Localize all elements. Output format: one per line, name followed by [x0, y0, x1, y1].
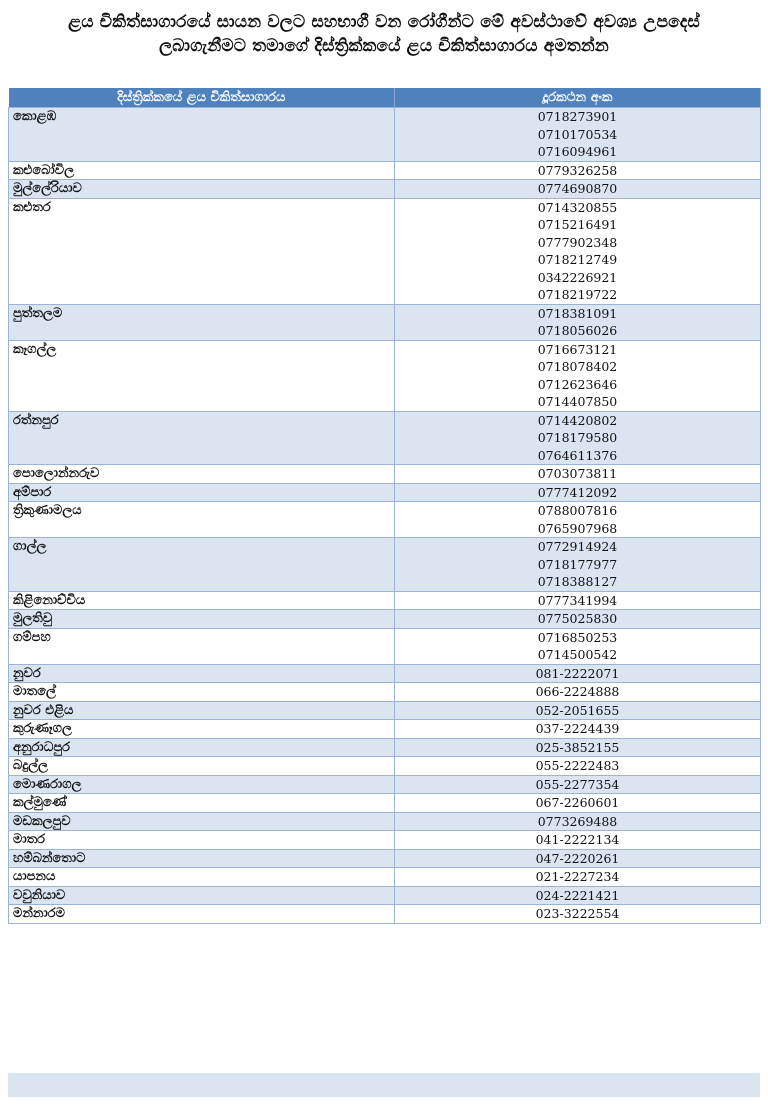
phone-number: 0718273901 — [537, 109, 618, 124]
phone-number: 055-2222483 — [535, 758, 620, 773]
district-cell — [9, 905, 395, 924]
district-cell — [9, 411, 395, 465]
district-name: හම්බන්තොට — [13, 850, 86, 866]
table-row — [9, 465, 761, 484]
district-cell — [9, 886, 395, 905]
phone-cell — [395, 502, 761, 538]
title-line-1: ළය චිකිත්සාගාරයේ සායන වලට සහභාගී වන රෝගීන්ට මේ අවස්ථාවේ අවශ්‍ය උපදෙස් — [68, 12, 700, 32]
phone-number: 0718179580 — [537, 430, 618, 445]
phone-number: 0764611376 — [537, 447, 618, 463]
district-name: පුත්තලම — [13, 305, 63, 321]
phone-number: 0703073811 — [537, 466, 618, 481]
phone-number: 0773269488 — [537, 813, 618, 829]
phone-number: 025-3852155 — [535, 739, 620, 755]
phone-cell — [395, 538, 761, 592]
district-cell — [9, 812, 395, 831]
district-name: මන්නාරම — [13, 906, 65, 921]
district-cell — [9, 108, 395, 162]
table-row — [9, 502, 761, 538]
district-name: මඩකලපුව — [13, 813, 71, 829]
phone-cell — [395, 812, 761, 831]
phone-number: 0718078402 — [537, 359, 618, 374]
district-cell — [9, 465, 395, 484]
phone-number: 0777412092 — [537, 484, 618, 500]
table-row — [9, 905, 761, 924]
phone-cell — [395, 831, 761, 850]
phone-number: 023-3222554 — [535, 906, 620, 921]
phone-number: 0772914924 — [537, 539, 618, 554]
phone-cell — [395, 775, 761, 794]
table-row — [9, 683, 761, 702]
phone-cell — [395, 738, 761, 757]
table-row — [9, 591, 761, 610]
phone-cell — [395, 849, 761, 868]
phone-cell — [395, 886, 761, 905]
phone-number: 0777902348 — [537, 234, 618, 250]
district-cell — [9, 502, 395, 538]
phone-cell — [395, 591, 761, 610]
district-cell — [9, 738, 395, 757]
district-cell — [9, 831, 395, 850]
table-row — [9, 831, 761, 850]
district-name: නුවර එළිය — [13, 702, 74, 718]
phone-number: 067-2260601 — [535, 795, 620, 810]
district-name: කිළිනොච්චිය — [13, 592, 86, 608]
district-cell — [9, 868, 395, 887]
table-body — [9, 108, 761, 924]
phone-cell — [395, 664, 761, 683]
district-cell — [9, 849, 395, 868]
district-name: කළුතර — [13, 199, 51, 215]
district-cell — [9, 720, 395, 739]
phone-number: 0779326258 — [537, 162, 618, 178]
district-cell — [9, 683, 395, 702]
district-name: කෑගල්ල — [13, 341, 57, 357]
phone-number: 0716850253 — [537, 629, 618, 645]
district-name: රත්නපුර — [13, 412, 59, 428]
district-cell — [9, 794, 395, 813]
phone-number: 0715216491 — [537, 217, 618, 232]
district-cell — [9, 610, 395, 629]
district-name: පොලොන්නරුව — [13, 466, 100, 481]
phone-cell — [395, 483, 761, 502]
table-row — [9, 610, 761, 629]
phone-number: 0710170534 — [537, 126, 618, 142]
table-row — [9, 757, 761, 776]
district-cell — [9, 161, 395, 180]
phone-number: 0765907968 — [537, 520, 618, 536]
phone-number: 0718177977 — [537, 556, 618, 572]
phone-number: 0774690870 — [537, 181, 618, 196]
table-row — [9, 483, 761, 502]
phone-number: 0775025830 — [537, 611, 618, 626]
district-cell — [9, 340, 395, 411]
phone-cell — [395, 720, 761, 739]
phone-number: 0714320855 — [537, 199, 618, 215]
district-name: කුරුණෑගල — [13, 721, 72, 736]
phone-cell — [395, 108, 761, 162]
header-phone-numbers: දූරකථන අංක — [395, 88, 761, 108]
district-cell — [9, 198, 395, 304]
district-cell — [9, 304, 395, 340]
phone-number: 0718212749 — [537, 252, 618, 267]
title-line-2: ලබාගැනීමට තමාගේ දිස්ත්‍රික්කයේ ළය චිකිත්සාගාරය අමතන්න — [159, 36, 609, 56]
phone-number: 0714420802 — [537, 412, 618, 428]
phone-cell — [395, 304, 761, 340]
table-row — [9, 738, 761, 757]
district-cell — [9, 628, 395, 664]
phone-cell — [395, 757, 761, 776]
district-name: මාතර — [13, 832, 46, 847]
phone-number: 0718388127 — [537, 574, 618, 589]
table-row — [9, 538, 761, 592]
district-name: ත්‍රිකුණාමලය — [13, 503, 82, 518]
district-cell — [9, 538, 395, 592]
phone-number: 0712623646 — [537, 376, 618, 392]
table-row — [9, 304, 761, 340]
phone-number: 055-2277354 — [535, 776, 620, 792]
phone-cell — [395, 868, 761, 887]
phone-number: 0716673121 — [537, 341, 618, 357]
district-name: කොළඹ — [13, 109, 57, 124]
district-cell — [9, 701, 395, 720]
table-row — [9, 198, 761, 304]
clinic-phone-table — [8, 88, 761, 924]
footer-band — [8, 1073, 760, 1097]
district-cell — [9, 483, 395, 502]
district-cell — [9, 591, 395, 610]
phone-cell — [395, 683, 761, 702]
district-cell — [9, 664, 395, 683]
phone-number: 052-2051655 — [535, 702, 620, 718]
table-row — [9, 340, 761, 411]
phone-cell — [395, 180, 761, 199]
district-cell — [9, 775, 395, 794]
district-name: ගාල්ල — [13, 539, 47, 554]
district-name: මොණරාගල — [13, 776, 82, 792]
district-name: මුලතිවු — [13, 611, 53, 626]
phone-number: 047-2220261 — [535, 850, 620, 866]
district-name: බදුල්ල — [13, 758, 48, 773]
phone-cell — [395, 905, 761, 924]
district-name: වවුනියාව — [13, 887, 66, 903]
table-row — [9, 628, 761, 664]
district-name: කළුබෝවිල — [13, 162, 75, 178]
phone-number: 0788007816 — [537, 503, 618, 518]
table-row — [9, 161, 761, 180]
phone-cell — [395, 701, 761, 720]
phone-number: 021-2227234 — [535, 869, 620, 884]
page-title — [0, 10, 768, 58]
phone-cell — [395, 161, 761, 180]
phone-number: 0718381091 — [537, 305, 618, 321]
phone-cell — [395, 794, 761, 813]
phone-cell — [395, 411, 761, 465]
phone-number: 0718219722 — [537, 287, 618, 302]
district-name: යාපනය — [13, 869, 56, 884]
district-name: අම්පාර — [13, 484, 52, 500]
phone-cell — [395, 465, 761, 484]
phone-number: 0716094961 — [537, 144, 618, 159]
district-name: නුවර — [13, 665, 41, 681]
table-row — [9, 701, 761, 720]
table-row — [9, 411, 761, 465]
phone-number: 0714407850 — [537, 394, 618, 409]
district-name: මුල්ලේරියාව — [13, 181, 82, 196]
district-name: ගම්පහ — [13, 629, 51, 645]
table-row — [9, 849, 761, 868]
phone-number: 0777341994 — [537, 592, 618, 608]
phone-cell — [395, 198, 761, 304]
phone-number: 041-2222134 — [535, 832, 620, 847]
phone-cell — [395, 610, 761, 629]
phone-cell — [395, 340, 761, 411]
district-cell — [9, 757, 395, 776]
table-row — [9, 180, 761, 199]
phone-number: 037-2224439 — [535, 721, 620, 736]
district-name: මාතලේ — [13, 684, 56, 699]
table-row — [9, 720, 761, 739]
table-row — [9, 775, 761, 794]
table-row — [9, 108, 761, 162]
phone-cell — [395, 628, 761, 664]
table-row — [9, 664, 761, 683]
phone-number: 0342226921 — [537, 269, 618, 285]
phone-number: 024-2221421 — [535, 887, 620, 903]
table-row — [9, 812, 761, 831]
district-name: අනුරාධපුර — [13, 739, 70, 755]
phone-number: 0718056026 — [537, 323, 618, 338]
district-name: කල්මුණේ — [13, 795, 67, 810]
header-district: දිස්ත්‍රික්කයේ ළය චිකිත්සාගාරය — [9, 88, 395, 108]
table-row — [9, 868, 761, 887]
table-row — [9, 794, 761, 813]
phone-number: 066-2224888 — [535, 684, 620, 699]
district-cell — [9, 180, 395, 199]
phone-number: 081-2222071 — [535, 665, 620, 681]
phone-number: 0714500542 — [537, 647, 618, 662]
table-row — [9, 886, 761, 905]
table-header-row — [9, 88, 761, 108]
